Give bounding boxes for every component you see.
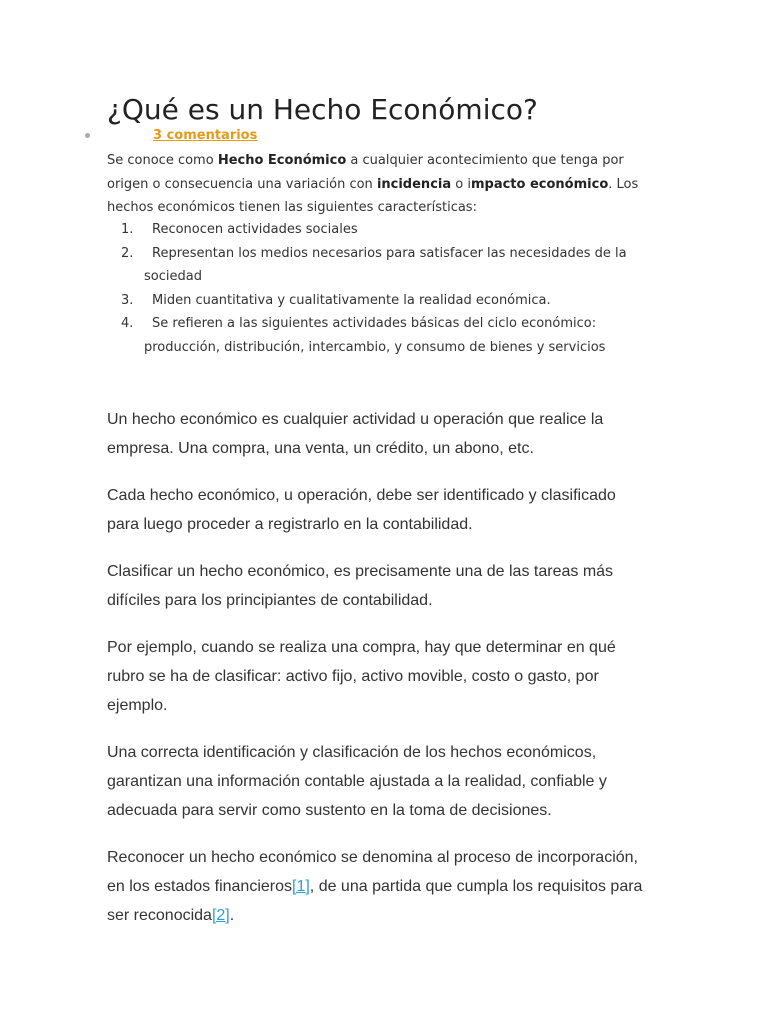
list-item <box>107 289 652 313</box>
list-number: 1. <box>121 222 134 237</box>
bullet-dot <box>85 133 90 138</box>
body-paragraph: Cada hecho económico, u operación, debe ser identificado y clasificado para luego proceder a registrarlo en la contabilidad. <box>107 487 616 533</box>
body-paragraph-references <box>107 843 652 930</box>
intro-bold-incidencia: incidencia <box>376 176 452 192</box>
list-item <box>107 218 652 242</box>
last-text-2: , de una partida que cumpla los requisitos para ser reconocida <box>107 878 643 924</box>
intro-text-3: o i <box>451 176 471 192</box>
body-paragraph: Una correcta identificación y clasificación de los hechos económicos, garantizan una información contable ajustada a la realidad, confiable y adecuada para servir como sustento en la toma de decisiones. <box>107 744 607 819</box>
page-title: ¿Qué es un Hecho Económico? <box>107 93 538 126</box>
footnote-link-1[interactable]: [1] <box>292 878 310 895</box>
body-paragraph: Clasificar un hecho económico, es precisamente una de las tareas más difíciles para los principiantes de contabilidad. <box>107 563 614 609</box>
characteristics-list <box>107 218 652 359</box>
list-text: Representan los medios necesarios para satisfacer las necesidades de la sociedad <box>144 245 627 284</box>
footnote-link-2[interactable]: [2] <box>211 907 230 924</box>
list-number: 4. <box>121 316 134 331</box>
list-text: Reconocen actividades sociales <box>152 222 358 237</box>
list-number: 3. <box>121 292 134 308</box>
intro-paragraph <box>107 149 652 220</box>
list-item <box>107 242 652 289</box>
list-text: Se refieren a las siguientes actividades básicas del ciclo económico: producción, distribución, intercambio, y consumo de bienes y servicios <box>144 316 606 355</box>
intro-bold-impacto: mpacto económico <box>470 176 609 192</box>
intro-bold-hecho-economico: Hecho Económico <box>217 153 347 168</box>
list-text: Miden cuantitativa y cualitativamente la realidad económica. <box>152 292 551 308</box>
intro-text-1: Se conoce como <box>107 153 218 168</box>
body-paragraph: Un hecho económico es cualquier actividad u operación que realice la empresa. Una compra, una venta, un crédito, un abono, etc. <box>107 411 604 457</box>
last-text-1: Reconocer un hecho económico se denomina al proceso de incorporación, en los estados financieros <box>107 849 638 895</box>
article-body <box>107 405 652 948</box>
last-text-3: . <box>229 907 235 924</box>
intro-text-2: a cualquier acontecimiento que tenga por origen o consecuencia una variación con <box>107 153 624 192</box>
list-number: 2. <box>121 245 134 261</box>
comments-link[interactable]: 3 comentarios <box>153 128 258 143</box>
intro-text-4: . Los hechos económicos tienen las siguientes características: <box>107 176 639 215</box>
list-item <box>107 312 652 359</box>
body-paragraph: Por ejemplo, cuando se realiza una compra, hay que determinar en qué rubro se ha de clasificar: activo fijo, activo movible, costo o gasto, por ejemplo. <box>107 639 616 714</box>
